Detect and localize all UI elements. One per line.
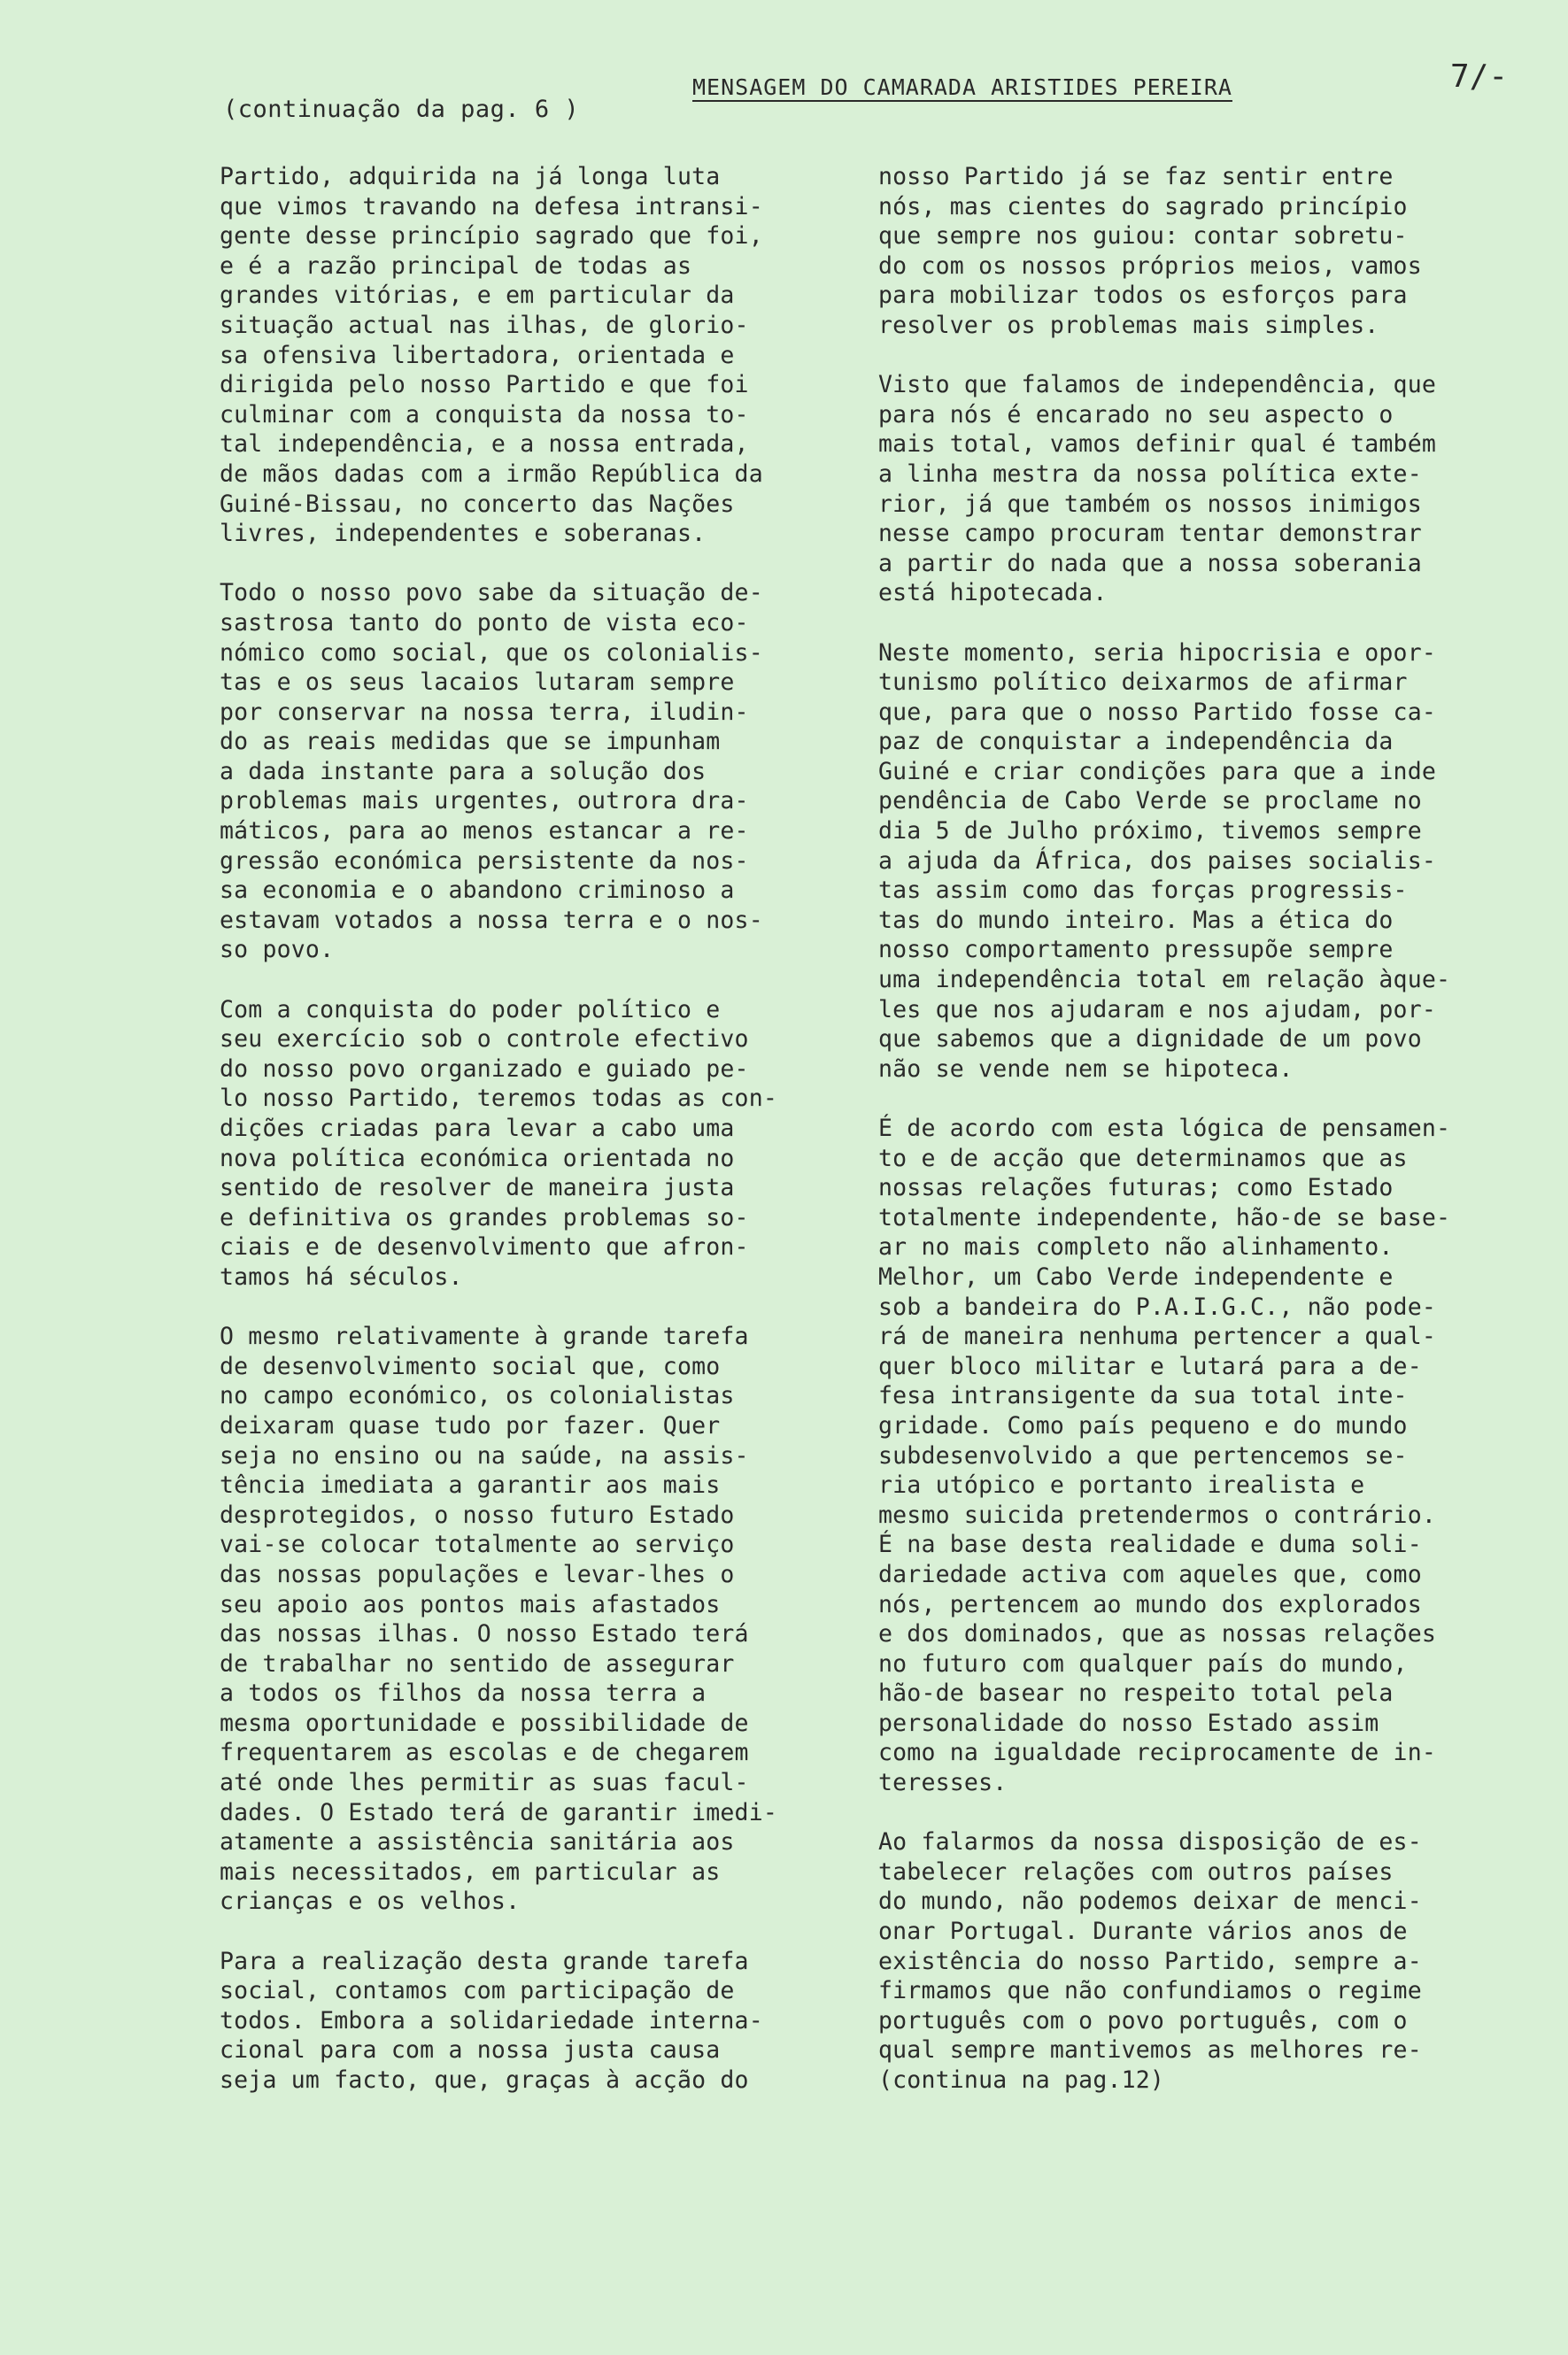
right-column (878, 162, 1516, 2096)
continuation-note: (continuação da pag. 6 ) (223, 96, 580, 123)
paragraph: Ao falarmos da nossa disposição de es- tabelecer relações com outros países do mundo, não podemos deixar de menci- onar Portugal. Durante vários anos de existência do nosso Partido, sempre a- firmamos que não confundiamos o regime português com o povo português, com o qual sempre mantivemos as melhores re- (continua na pag.12) (878, 1828, 1422, 2094)
paragraph: Neste momento, seria hipocrisia e opor- tunismo político deixarmos de afirmar que, para que o nosso Partido fosse ca- paz de conquistar a independência da Guiné e criar condições para que a inde pendência de Cabo Verde se proclame no dia 5 de Julho próximo, tivemos sempre a ajuda da África, dos paises socialis- tas assim como das forças progressis- tas do mundo inteiro. Mas a ética do nosso comportamento pressupõe sempre uma independência total em relação àque- les que nos ajudaram e nos ajudam, por- que sabemos que a dignidade de um povo não se vende nem se hipoteca. (878, 638, 1451, 1083)
paragraph: Partido, adquirida na já longa luta que vimos travando na defesa intransi- gente desse princípio sagrado que foi, e é a razão principal de todas as grandes vitórias, e em particular da situação actual nas ilhas, de glorio- sa ofensiva libertadora, orientada e dirigida pelo nosso Partido e que foi culminar com a conquista da nossa to- tal independência, e a nossa entrada, de mãos dadas com a irmão República da Guiné-Bissau, no concerto das Nações livres, independentes e soberanas. (220, 163, 763, 548)
paragraph: O mesmo relativamente à grande tarefa de desenvolvimento social que, como no campo económico, os colonialistas deixaram quase tudo por fazer. Quer seja no ensino ou na saúde, na assis- tência imediata a garantir aos mais desprotegidos, o nosso futuro Estado vai-se colocar totalmente ao serviço das nossas populações e levar-lhes o seu apoio aos pontos mais afastados das nossas ilhas. O nosso Estado terá de trabalhar no sentido de assegurar a todos os filhos da nossa terra a mesma oportunidade e possibilidade de frequentarem as escolas e de chegarem até onde lhes permitir as suas facul- dades. O Estado terá de garantir imedi- atamente a assistência sanitária aos mais necessitados, em particular as crianças e os velhos. (220, 1323, 778, 1916)
paragraph: Todo o nosso povo sabe da situação de- sastrosa tanto do ponto de vista eco- nómico como social, que os colonialis- tas e os seus lacaios lutaram sempre por conservar na nossa terra, iludin- do as reais medidas que se impunham a dada instante para a solução dos problemas mais urgentes, outrora dra- máticos, para ao menos estancar a re- gressão económica persistente da nos- sa economia e o abandono criminoso a estavam votados a nossa terra e o nos- so povo. (220, 579, 763, 964)
paragraph: Com a conquista do poder político e seu exercício sob o controle efectivo do nosso povo organizado e guiado pe- lo nosso Partido, teremos todas as con- dições criadas para levar a cabo uma nova política económica orientada no sentido de resolver de maneira justa e definitiva os grandes problemas so- ciais e de desenvolvimento que afron- tamos há séculos. (220, 995, 778, 1291)
paragraph: Visto que falamos de independência, que para nós é encarado no seu aspecto o mais total, vamos definir qual é também a linha mestra da nossa política exte- rior, já que também os nossos inimigos nesse campo procuram tentar demonstrar a partir do nada que a nossa soberania está hipotecada. (878, 371, 1437, 607)
paragraph: É de acordo com esta lógica de pensamen- to e de acção que determinamos que as nossas relações futuras; como Estado totalmente independente, hão-de se base- ar no mais completo não alinhamento. Melhor, um Cabo Verde independente e sob a bandeira do P.A.I.G.C., não pode- rá de maneira nenhuma pertencer a qual- quer bloco militar e lutará para a de- fesa intransigente da sua total inte- gridade. Como país pequeno e do mundo subdesenvolvido a que pertencemos se- ria utópico e portanto irealista e mesmo suicida pretendermos o contrário. É na base desta realidade e duma soli- dariedade activa com aqueles que, como nós, pertencem ao mundo dos explorados e dos dominados, que as nossas relações no futuro com qualquer país do mundo, hão-de basear no respeito total pela personalidade do nosso Estado assim como na igualdade reciprocamente de in- teresses. (878, 1115, 1451, 1797)
paragraph: Para a realização desta grande tarefa social, contamos com participação de todos. Embora a solidariedade interna- cional para com a nossa justa causa seja um facto, que, graças à acção do (220, 1947, 763, 2094)
page-title: MENSAGEM DO CAMARADA ARISTIDES PEREIRA (692, 74, 1232, 100)
paragraph: nosso Partido já se faz sentir entre nós, mas cientes do sagrado princípio que sempre nos guiou: contar sobretu- do com os nossos próprios meios, vamos para mobilizar todos os esforços para resolver os problemas mais simples. (878, 163, 1422, 339)
page-number: 7/- (1450, 58, 1509, 95)
left-column (220, 162, 830, 2096)
